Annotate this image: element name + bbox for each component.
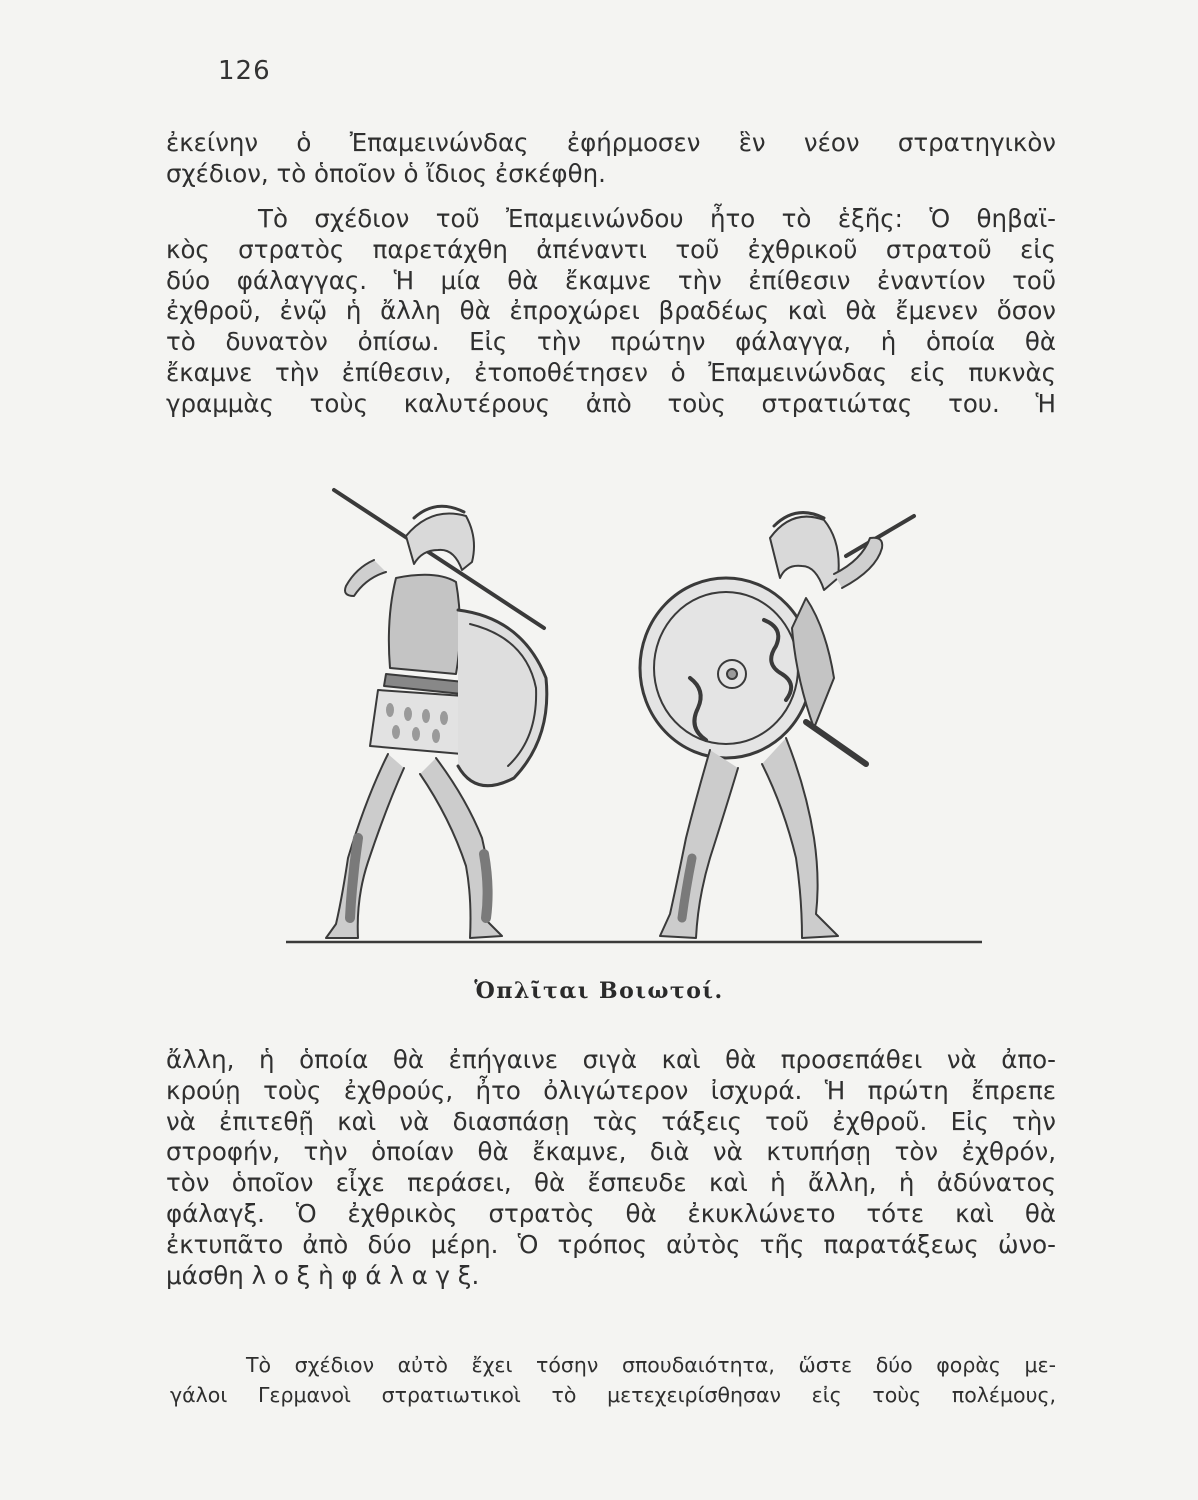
left-arm [345,560,386,596]
footnote-paragraph [170,1350,1056,1410]
left-hoplite [326,490,547,938]
text-line: ἐκείνην ὁ Ἐπαμεινώνδας ἐφήρμοσεν ἓν νέον στρατηγικὸν [166,128,1056,157]
text-line: ἔκαμνε τὴν ἐπίθεσιν, ἐτοποθέτησεν ὁ Ἐπαμεινώνδας εἰς πυκνὰς [166,357,1056,387]
text-line: σχέδιον, τὸ ὁποῖον ὁ ἴδιος ἐσκέφθη. [166,158,606,188]
right-front-leg [762,738,838,938]
right-back-leg [660,750,738,938]
text-line: τὸν ὁποῖον εἶχε περάσει, θὰ ἔσπευδε καὶ ἡ ἄλλη, ἡ ἀδύνατος [166,1168,1056,1198]
text-line: δύο φάλαγγας. Ἡ μία θὰ ἔκαμνε τὴν ἐπίθεσιν ἐναντίον τοῦ [166,265,1056,295]
text-line: στροφήν, τὴν ὁποίαν θὰ ἔκαμνε, διὰ νὰ κτυπήσῃ τὸν ἐχθρόν, [166,1137,1056,1167]
left-torso [389,575,460,674]
text-line: κὸς στρατὸς παρετάχθη ἀπέναντι τοῦ ἐχθρικοῦ στρατοῦ εἰς [166,234,1056,264]
right-arm [834,538,882,588]
paragraph-continuation [166,1045,1056,1291]
text-line: ἄλλη, ἡ ὁποία θὰ ἐπήγαινε σιγὰ καὶ θὰ προσεπάθει νὰ ἀπο- [166,1045,1056,1074]
left-back-leg [326,754,404,938]
text-line: γάλοι Γερμανοὶ στρατιωτικοὶ τὸ μετεχειρίσθησαν εἰς τοὺς πολέμους, [170,1383,1056,1407]
paragraph-plan [166,204,1056,420]
hoplites-illustration [286,478,982,948]
paragraph-intro [166,128,1056,190]
text-line: Τὸ σχέδιον αὐτὸ ἔχει τόσην σπουδαιότητα, ὥστε δύο φορὰς με- [246,1353,1056,1377]
text-line: γραμμὰς τοὺς καλυτέρους ἀπὸ τοὺς στρατιώτας του. Ἡ [166,388,1056,418]
right-hoplite [640,513,914,938]
text-line: ἐχθροῦ, ἐνῷ ἡ ἄλλη θὰ ἐπροχώρει βραδέως καὶ θὰ ἔμενεν ὅσον [166,296,1056,326]
figure-caption: Ὁπλῖται Βοιωτοί. [474,978,724,1004]
text-line: φάλαγξ. Ὁ ἐχθρικὸς στρατὸς θὰ ἐκυκλώνετο τότε καὶ θὰ [166,1198,1056,1228]
text-line: νὰ ἐπιτεθῇ καὶ νὰ διασπάσῃ τὰς τάξεις τοῦ ἐχθροῦ. Εἰς τὴν [166,1106,1056,1136]
right-sword [806,722,866,764]
right-helmet [770,517,839,590]
text-line: ἐκτυπᾶτο ἀπὸ δύο μέρη. Ὁ τρόπος αὐτὸς τῆς παρατάξεως ὠνο- [166,1229,1056,1259]
left-skirt [370,690,464,754]
text-line: κρούῃ τοὺς ἐχθρούς, ἦτο ὀλιγώτερον ἰσχυρά. Ἡ πρώτη ἔπρεπε [166,1075,1056,1105]
page-number: 126 [218,56,271,86]
text-line: Τὸ σχέδιον τοῦ Ἐπαμεινώνδου ἦτο τὸ ἑξῆς: Ὁ θηβαϊ- [258,204,1056,233]
right-shield [640,578,812,758]
text-line: τὸ δυνατὸν ὀπίσω. Εἰς τὴν πρώτην φάλαγγα, ἡ ὁποία θὰ [166,327,1056,357]
text-line: μάσθη λ ο ξ ὴ φ ά λ α γ ξ. [166,1260,480,1290]
